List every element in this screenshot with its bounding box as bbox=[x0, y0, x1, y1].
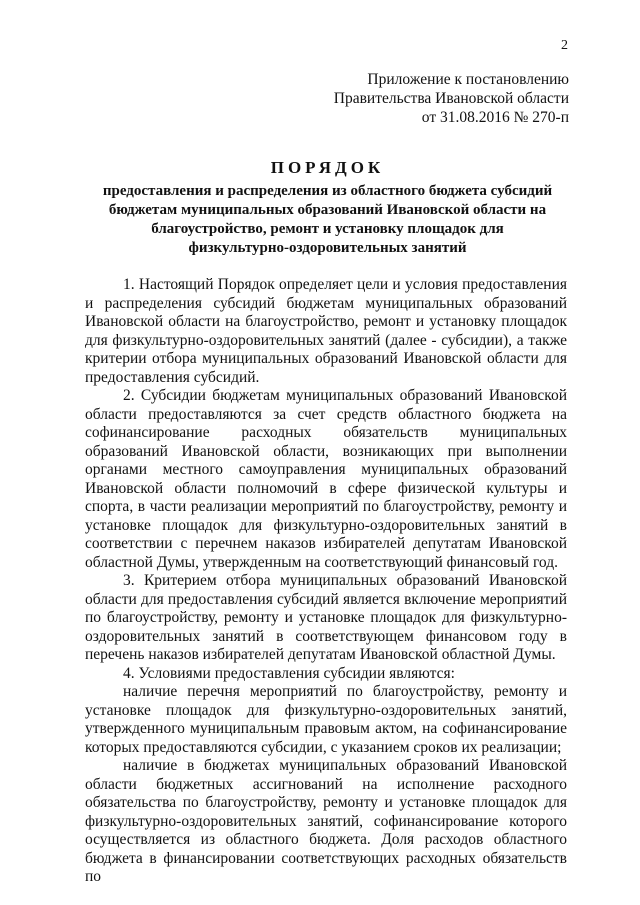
page-number: 2 bbox=[561, 38, 568, 53]
document-subtitle: предоставления и распределения из областного бюджета субсидий бюджетам муниципальных образований Ивановской области на благоустройство, ремонт и установку площадок для физкультурно-оздоровительных занятий bbox=[102, 183, 553, 256]
paragraph-3: 3. Критерием отбора муниципальных образований Ивановской области для предоставления субсидий является включение мероприятий по благоустройству, ремонту и установке площадок для физкультурно-оздоровительных занятий в соответствующем финансовом году в перечень наказов избирателей депутатам Ивановской областной Думы. bbox=[85, 572, 567, 663]
paragraph-6: наличие в бюджетах муниципальных образований Ивановской области бюджетных ассигнований на исполнение расходного обязательства по благоустройству, ремонту и установке площадок для физкультурно-оздоровительных занятий, софинансирование которого осуществляется из областного бюджета. Доля расходов областного бюджета в финансировании соответствующих расходных обязательств по bbox=[85, 757, 567, 885]
appendix-line-1: Приложение к постановлению bbox=[367, 71, 569, 88]
document-body bbox=[85, 276, 567, 887]
document-title-block bbox=[100, 158, 555, 258]
appendix-line-3: от 31.08.2016 № 270-п bbox=[421, 109, 569, 126]
paragraph-5: наличие перечня мероприятий по благоустройству, ремонту и установке площадок для физкультурно-оздоровительных занятий, утвержденного муниципальным правовым актом, на софинансирование которых предоставляются субсидии, с указанием сроков их реализации; bbox=[85, 683, 567, 756]
appendix-header bbox=[334, 70, 569, 127]
paragraph-1: 1. Настоящий Порядок определяет цели и условия предоставления и распределения субсидий бюджетам муниципальных образований Ивановской области на благоустройство, ремонт и установку площадок для физкультурно-оздоровительных занятий (далее - субсидии), а также критерии отбора муниципальных образований Ивановской области для предоставления субсидий. bbox=[85, 276, 567, 386]
paragraph-2: 2. Субсидии бюджетам муниципальных образований Ивановской области предоставляются за счет средств областного бюджета на софинансирование расходных обязательств муниципальных образований Ивановской области, возникающих при выполнении органами местного самоуправления муниципальных образований Ивановской области полномочий в сфере физической культуры и спорта, в части реализации мероприятий по благоустройству, ремонту и установке площадок для физкультурно-оздоровительных занятий в соответствии с перечнем наказов избирателей депутатам Ивановской областной Думы, утвержденным на соответствующий финансовый год. bbox=[85, 387, 567, 571]
paragraph-4: 4. Условиями предоставления субсидии являются: bbox=[123, 664, 455, 682]
document-title: ПОРЯДОК bbox=[270, 158, 385, 177]
appendix-line-2: Правительства Ивановской области bbox=[333, 90, 569, 107]
